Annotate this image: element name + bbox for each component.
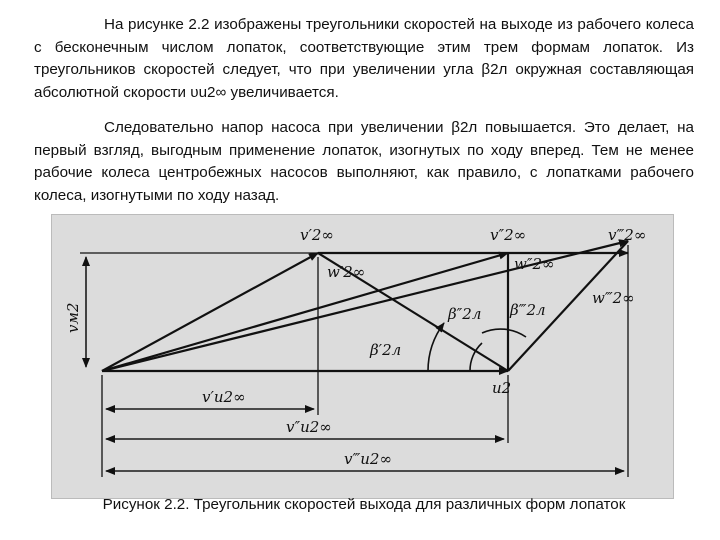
- label-vu2: v″u2∞: [286, 418, 332, 436]
- label-w1: w′2∞: [327, 263, 366, 281]
- label-u2: u2: [492, 379, 512, 397]
- label-v1: v′2∞: [300, 226, 334, 244]
- velocity-triangle-diagram: [52, 215, 673, 498]
- v1-vector: [102, 253, 318, 371]
- label-vm2: vм2: [64, 302, 82, 333]
- paragraph-2: Следовательно напор насоса при увеличении β2л повышается. Это делает, на первый взгляд, выгодным применение лопаток, изогнутых по ходу вперед. Тем не менее рабочие колеса центробежных насосов выполняют, как правило, с лопатками рабочего колеса, изогнутыми по ходу назад.: [34, 119, 694, 204]
- label-w3: w‴2∞: [592, 289, 635, 307]
- velocity-triangle-figure: [51, 214, 674, 499]
- label-vu3: v‴u2∞: [344, 450, 392, 468]
- label-v2: v″2∞: [490, 226, 527, 244]
- figure-caption: Рисунок 2.2. Треугольник скоростей выхода для различных форм лопаток: [102, 496, 626, 513]
- beta3-arc: [482, 329, 526, 337]
- label-w2: w″2∞: [514, 255, 555, 273]
- label-beta2: β″2л: [448, 305, 482, 323]
- label-beta1: β′2л: [370, 341, 402, 359]
- paragraph-1: На рисунке 2.2 изображены треугольники скоростей на выходе из рабочего колеса с бесконечным числом лопаток, соответствующие этим трем формам лопаток. Из треугольников скоростей следует, что при увеличении угла β2л окружная составляющая абсолютной скорости υu2∞ увеличивается.: [34, 16, 694, 101]
- label-vu1: v′u2∞: [202, 388, 246, 406]
- label-v3: v‴2∞: [608, 226, 647, 244]
- beta2-arc: [470, 343, 482, 371]
- label-beta3: β‴2л: [510, 301, 546, 319]
